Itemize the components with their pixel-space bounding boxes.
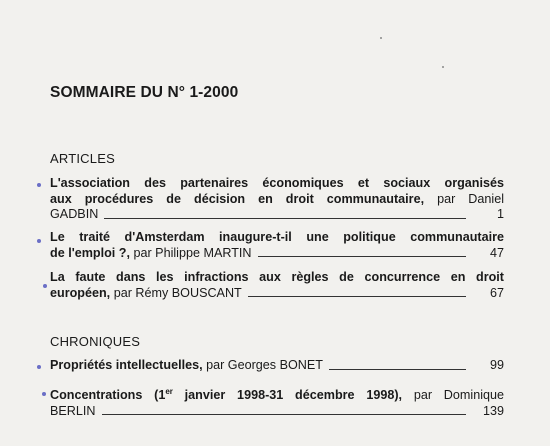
entry-title-line: La faute dans les infractions aux règles de concurrence en droit [50,270,504,284]
entry-title-part: janvier 1998-31 décembre 1998), [172,388,403,403]
entry-title-line [50,192,504,208]
toc-entry[interactable] [50,176,504,223]
entry-author: par Philippe MARTIN [133,245,252,260]
page-number: 67 [489,285,504,300]
entry-title-superscript: er [165,387,173,396]
dotted-leader [248,295,466,297]
entry-author: par Dominique [413,388,505,403]
toc-entry[interactable] [50,358,504,374]
toc-entry[interactable] [50,384,504,419]
toc-entry[interactable] [50,230,504,261]
toc-entry[interactable] [50,270,504,301]
page-title: SOMMAIRE DU N° 1-2000 [50,84,239,101]
entry-title-text: Propriétés intellectuelles, [50,358,203,372]
section-heading-chroniques: CHRONIQUES [50,334,141,349]
entry-title-line [50,384,504,404]
section-heading-articles: ARTICLES [50,151,115,166]
entry-title-part: Concentrations (1 [50,388,166,403]
dotted-leader [329,368,466,370]
entry-title-text [50,388,402,402]
page-number: 99 [489,358,504,372]
entry-last-line [50,286,504,302]
entry-last-line [50,207,504,223]
bullet-mark [37,183,41,187]
page-number: 139 [482,403,504,418]
page-number: 47 [489,245,504,260]
paper-speck [442,66,444,68]
entry-author: GADBIN [50,207,99,221]
bullet-mark [42,392,46,396]
entry-title-text: européen, [50,285,111,300]
entry-title-text: de l'emploi ?, [50,245,130,260]
entry-author: par Rémy BOUSCANT [113,285,242,300]
paper-speck [380,37,382,39]
bullet-mark [37,365,41,369]
dotted-leader [104,217,466,219]
bullet-mark [37,239,41,243]
entry-last-line [50,358,504,374]
entry-author: par Georges BONET [206,358,323,372]
bullet-mark [43,284,47,288]
entry-title-text: aux procédures de décision en droit communautaire, [50,191,425,206]
dotted-leader [258,255,466,257]
page-number: 1 [496,207,504,221]
entry-last-line [50,246,504,262]
entry-last-line [50,404,504,420]
entry-author: BERLIN [50,403,96,418]
entry-author: par Daniel [437,191,505,206]
dotted-leader [102,413,467,415]
entry-title-line: Le traité d'Amsterdam inaugure-t-il une politique communautaire [50,230,504,244]
entry-title-line: L'association des partenaires économiques et sociaux organisés [50,176,504,190]
